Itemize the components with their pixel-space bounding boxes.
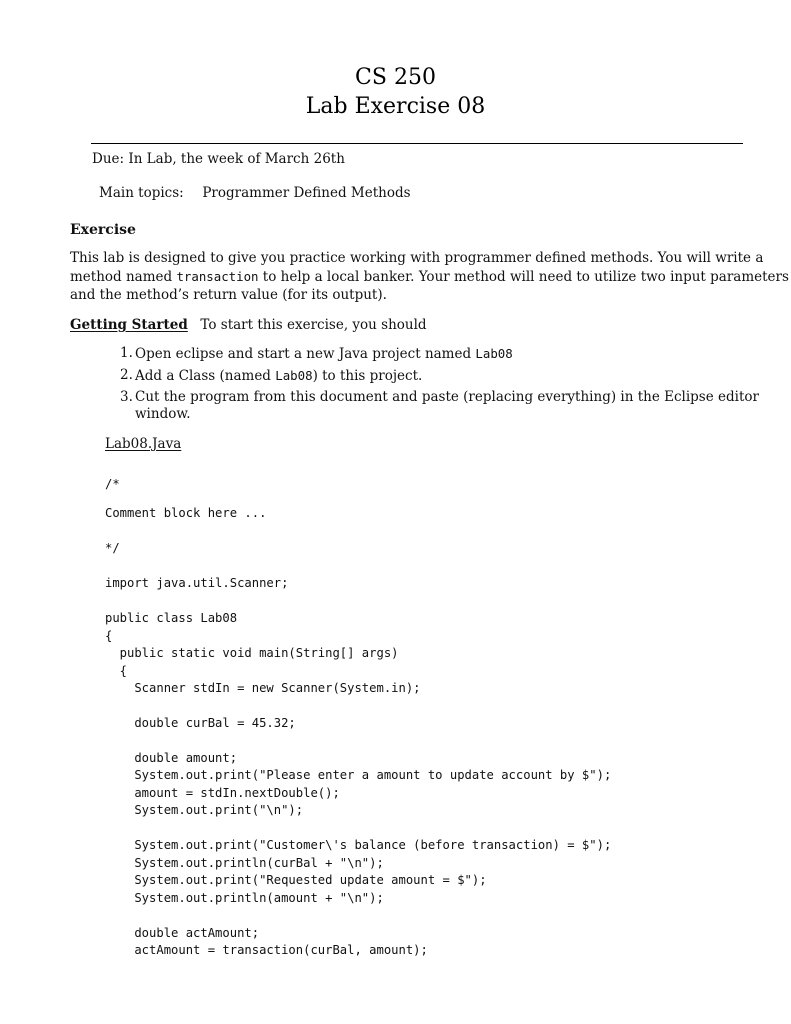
step-number: 1.	[120, 345, 133, 361]
due-value: In Lab, the week of March 26th	[128, 151, 345, 167]
getting-started-heading: Getting Started	[70, 317, 188, 333]
title-divider	[91, 143, 743, 144]
topics-line	[99, 184, 411, 203]
code-line: System.out.println(amount + "\n");	[105, 891, 384, 905]
due-line	[92, 150, 345, 169]
code-line: Comment block here ...	[105, 506, 267, 520]
exercise-line-3: and the method’s return value (for its output).	[70, 287, 387, 303]
getting-started-intro: To start this exercise, you should	[200, 317, 427, 333]
code-line: /*	[105, 477, 120, 491]
step-item-continued: window.	[135, 406, 191, 422]
exercise-heading: Exercise	[70, 222, 136, 238]
code-line: double actAmount;	[105, 926, 260, 940]
due-label: Due:	[92, 151, 125, 167]
code-line: double amount;	[105, 751, 238, 765]
step-item: Add a Class (named Lab08) to this project.	[135, 368, 423, 384]
code-line: Scanner stdIn = new Scanner(System.in);	[105, 681, 421, 695]
step-item: Open eclipse and start a new Java project named Lab08	[135, 346, 513, 362]
code-line: System.out.print("Requested update amount = $");	[105, 873, 487, 887]
code-line: import java.util.Scanner;	[105, 576, 289, 590]
code-line: actAmount = transaction(curBal, amount);	[105, 943, 428, 957]
code-line: System.out.println(curBal + "\n");	[105, 856, 384, 870]
exercise-line-1: This lab is designed to give you practice working with programmer defined methods. You will write a	[70, 250, 764, 266]
step-number: 2.	[120, 367, 133, 383]
code-line: System.out.print("\n");	[105, 803, 304, 817]
step-item: Cut the program from this document and paste (replacing everything) in the Eclipse editor	[135, 389, 759, 405]
exercise-line-2: method named transaction to help a local banker. Your method will need to utilize two input parameters	[70, 268, 789, 285]
method-name-code: transaction	[176, 268, 259, 284]
file-label: Lab08.Java	[105, 436, 182, 452]
course-title: CS 250	[355, 65, 436, 90]
code-line: public class Lab08	[105, 611, 238, 625]
getting-started-line	[70, 316, 427, 335]
code-line: System.out.print("Please enter a amount to update account by $");	[105, 768, 612, 782]
code-line: System.out.print("Customer\'s balance (before transaction) = $");	[105, 838, 612, 852]
code-line: amount = stdIn.nextDouble();	[105, 786, 340, 800]
step-number: 3.	[120, 389, 133, 405]
code-line: */	[105, 541, 120, 555]
lab-title: Lab Exercise 08	[305, 94, 486, 119]
topics-value: Programmer Defined Methods	[202, 185, 411, 201]
code-line: {	[105, 664, 128, 678]
topics-label: Main topics:	[99, 185, 184, 201]
code-line: double curBal = 45.32;	[105, 716, 296, 730]
exercise-paragraph	[70, 249, 789, 305]
code-line: {	[105, 629, 113, 643]
code-line: public static void main(String[] args)	[105, 646, 399, 660]
